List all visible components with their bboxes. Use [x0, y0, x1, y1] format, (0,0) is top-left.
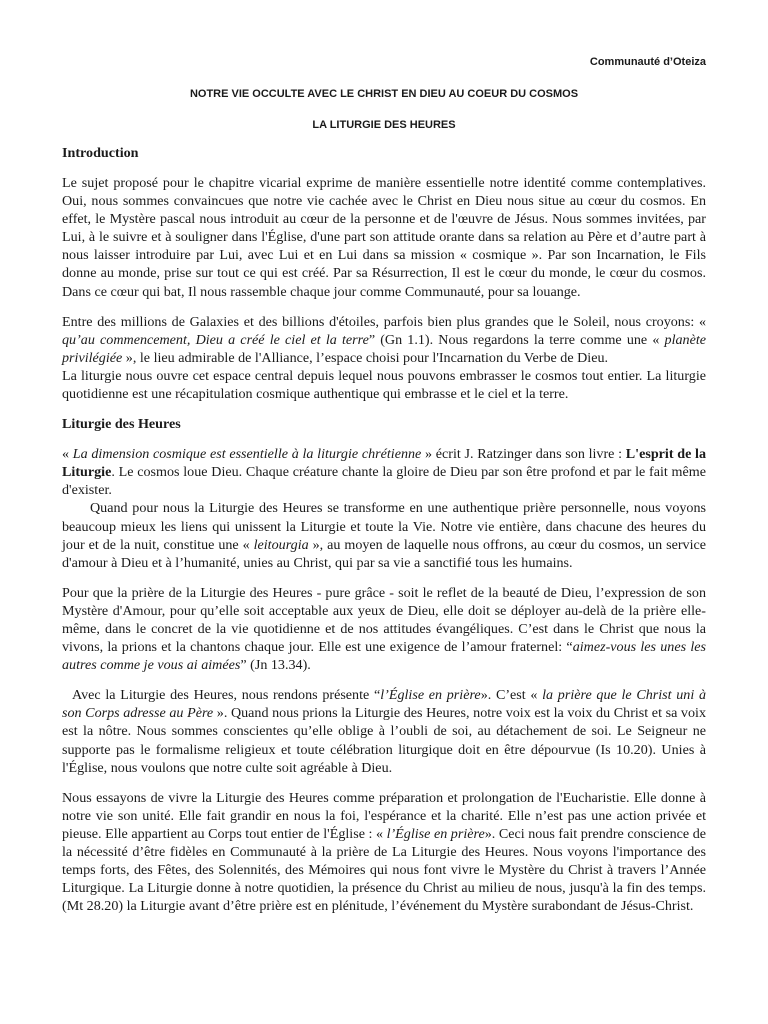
liturgy-p1-text-b: » écrit J. Ratzinger dans son livre :	[421, 446, 626, 463]
liturgy-p4-text-b: ». C’est «	[480, 687, 543, 704]
document-subtitle: LA LITURGIE DES HEURES	[312, 119, 456, 131]
intro-paragraph-2	[62, 313, 706, 367]
liturgy-p5-text-a: Nous essayons de vivre la Liturgie des Heures comme préparation et prolongation de l'Eucharistie. Elle donne à notre vie son unité. Elle fait grandir en nous la foi, l'espérance et la charité. Elle n’est pas une action privée et pieuse. Elle appartient au Corps tout entier de l'Église : «	[62, 789, 706, 842]
church-prayer-quote-2: l’Église en prière	[386, 825, 485, 842]
section-heading-liturgy: Liturgie des Heures	[62, 416, 181, 433]
ratzinger-quote: La dimension cosmique est essentielle à la liturgie chrétienne	[72, 446, 422, 463]
liturgy-p3-text-b: ” (Jn 13.34).	[240, 657, 311, 674]
liturgy-paragraph-5	[62, 789, 706, 916]
community-name: Communauté d’Oteiza	[589, 56, 706, 68]
document-title: NOTRE VIE OCCULTE AVEC LE CHRIST EN DIEU AU COEUR DU COSMOS	[189, 88, 579, 100]
john-quote: aimez-vous les unes les autres comme je vous ai aimées	[62, 639, 706, 674]
liturgy-p5-text-b: ». Ceci nous fait prendre conscience de la nécessité d’être fidèles en Communauté à la prière de La Liturgie des Heures. Nous voyons l'importance des temps forts, des Fêtes, des Solennités, des Mémoires qui nous font vivre le Mystère du Christ à travers l’Année Liturgique. La Liturgie donne à notre quotidien, la présence du Christ au milieu de nous, jusqu'à la fin des temps. (Mt 28.20) la Liturgie avant d’être prière est en plénitude, l’événement du Mystère surabondant de Jésus-Christ.	[62, 825, 706, 915]
liturgy-p3-text-a: Pour que la prière de la Liturgie des Heures - pure grâce - soit le reflet de la beauté de Dieu, l’expression de son Mystère d'Amour, pour qu’elle soit acceptable aux yeux de Dieu, elle doit se déployer au-delà de la prière elle-même, dans le concret de la vie quotidienne et de nos attitudes évangéliques. C’est dans le Christ que nous la vivons, la prions et la chantons chaque jour. Elle est une exigence de l’amour fraternel: “	[62, 584, 706, 656]
church-prayer-quote: l’Église en prière	[380, 687, 481, 704]
intro-p2-text-c: », le lieu admirable de l'Alliance, l’espace choisi pour l'Incarnation du Verbe de Dieu.	[122, 349, 609, 366]
liturgy-p4-text-c: ». Quand nous prions la Liturgie des Heures, notre voix est la voix du Christ et sa voix est la nôtre. Nous sommes conscientes qu’elle oblige à l’oubli de soi, au détachement de soi. Le Seigneur ne supporte pas le formalisme religieux et toute célébration liturgique doit en être dépourvue (Is 10.20). Unies à l'Église, nous voulons que notre culte soit agréable à Dieu.	[62, 705, 706, 776]
intro-p2-text-b: ” (Gn 1.1). Nous regardons la terre comme une «	[368, 331, 665, 348]
liturgy-paragraph-4	[62, 686, 706, 776]
leitourgia-word: leitourgia	[253, 536, 309, 553]
intro-paragraph-3: La liturgie nous ouvre cet espace central depuis lequel nous pouvons embrasser le cosmos tout entier. La liturgie quotidienne est une récapitulation cosmique authentique qui embrasse et le ciel et la terre.	[62, 367, 706, 403]
liturgy-paragraph-1	[62, 445, 706, 499]
liturgy-paragraph-2	[62, 499, 706, 571]
liturgy-p4-text-a: Avec la Liturgie des Heures, nous rendons présente “	[72, 687, 381, 704]
book-title: L'esprit de la Liturgie	[62, 446, 707, 481]
christ-prayer-quote: la prière que le Christ uni à son Corps adresse au Père	[62, 687, 707, 722]
section-heading-introduction: Introduction	[62, 145, 139, 161]
liturgy-paragraph-3	[62, 584, 706, 674]
planet-quote: planète privilégiée	[62, 331, 706, 366]
liturgy-p2-text-b: », au moyen de laquelle nous offrons, au cœur du cosmos, un service d'amour à Dieu et à l’humanité, unies au Christ, qui par sa vie a sanctifié tous les humains.	[62, 536, 706, 571]
genesis-quote: qu’au commencement, Dieu a créé le ciel et la terre	[62, 331, 369, 348]
document-body	[62, 144, 706, 927]
intro-p2-text-a: Entre des millions de Galaxies et des billions d'étoiles, parfois bien plus grandes que le Soleil, nous croyons: «	[62, 313, 706, 330]
liturgy-p1-text-a: «	[62, 446, 73, 463]
liturgy-p2-text-a: Quand pour nous la Liturgie des Heures se transforme en une authentique prière personnelle, nous voyons beaucoup mieux les liens qui unissent la Liturgie et toute la Vie. Notre vie entière, dans chacune des heures du jour et de la nuit, constitue une «	[62, 500, 706, 553]
liturgy-p1-text-c: . Le cosmos loue Dieu. Chaque créature chante la gloire de Dieu par son être profond et par le fait même d'exister.	[62, 464, 706, 499]
intro-paragraph-1: Le sujet proposé pour le chapitre vicarial exprime de manière essentielle notre identité comme contemplatives. Oui, nous sommes convaincues que notre vie cachée avec le Christ en Dieu nous situe au cœur du cosmos. En effet, le Mystère pascal nous introduit au cœur de la personne et de l'œuvre de Jésus. Nous sommes invitées, par Lui, à le suivre et à souligner dans l'Église, d'une part son attitude orante dans sa relation au Père et d’autre part à nous laisser introduire par Lui, avec Lui et en Lui dans sa mission « cosmique ». Par son Incarnation, le Fils donne au monde, prise sur tout ce qui est créé. Par sa Résurrection, Il est le cœur du monde, le cœur du cosmos. Dans ce cœur qui bat, Il nous rassemble chaque jour comme Communauté, pour sa louange.	[62, 175, 706, 300]
